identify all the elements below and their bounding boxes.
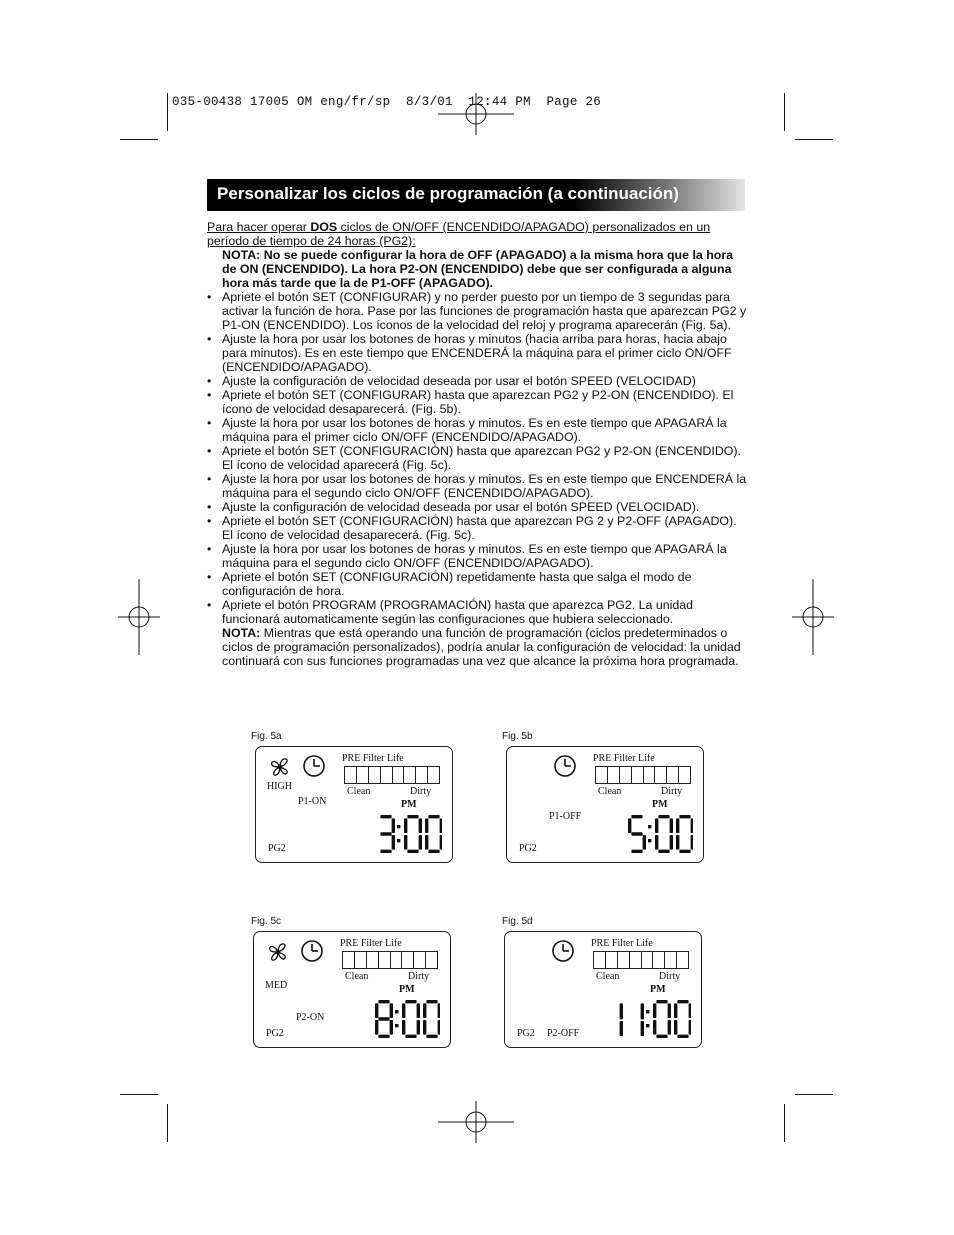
- step-item: • Ajuste la hora por usar los botones de horas y minutos. Es en este tiempo que APAGARÁ la máquina para el primer ciclo ON/OFF (ENCENDIDO/APAGADO).: [207, 416, 747, 444]
- step-item: • Apriete el botón SET (CONFIGURACIÓN) hasta que aparezcan PG 2 y P2-OFF (APAGADO). El ícono de velocidad desaparecerá. (Fig. 5c).: [207, 514, 747, 542]
- step-item: • Apriete el botón SET (CONFIGURAR) hasta que aparezcan PG2 y P2-ON (ENCENDIDO). El ícono de velocidad desaparecerá. (Fig. 5b).: [207, 388, 747, 416]
- step-item: • Ajuste la hora por usar los botones de horas y minutos (hacia arriba para horas, hacia abajo para minutos). Es en este tiempo que ENCENDERÁ la máquina para el primer ciclo ON/OFF (ENCENDIDO/APAGADO).: [207, 332, 747, 374]
- intro-bold-word: DOS: [310, 220, 338, 234]
- pm-indicator: PM: [399, 984, 415, 995]
- instructions: [207, 220, 747, 668]
- fan-icon: [266, 941, 290, 963]
- dirty-label: Dirty: [659, 971, 681, 982]
- clock-icon: [553, 754, 577, 778]
- warning-note: NOTA: No se puede configurar la hora de OFF (APAGADO) a la misma hora que la hora de ON (ENCENDIDO). La hora P2-ON (ENCENDIDO) debe que ser configurada a alguna hora más tarde que la de P1-OFF (APAGADO).: [222, 248, 734, 290]
- intro-paragraph: [207, 220, 747, 248]
- step-item: • Apriete el botón SET (CONFIGURAR) y no perder puesto por un tiempo de 3 segundas para activar la función de hora. Pase por las funciones de programación hasta que aparezcan PG2 y P1-ON (ENCENDIDO). Los íconos de la velocidad del reloj y programa aparecerán (Fig. 5a).: [207, 290, 747, 332]
- print-slug-line: 035-00438 17005 OM eng/fr/sp 8/3/01 12:44 PM Page 26: [172, 95, 602, 109]
- filter-life-bar: [342, 951, 438, 969]
- clean-label: Clean: [598, 786, 622, 797]
- program-label: PG2: [268, 843, 286, 854]
- dirty-label: Dirty: [661, 786, 683, 797]
- mode-label: P2-ON: [296, 1012, 325, 1023]
- filter-life-title: PRE Filter Life: [593, 753, 655, 764]
- mode-label: P1-OFF: [549, 811, 582, 822]
- filter-life-bar: [344, 766, 440, 784]
- clean-label: Clean: [596, 971, 620, 982]
- time-digits: [605, 998, 691, 1040]
- section-title-bar: [207, 179, 745, 211]
- lcd-display-5c: [253, 931, 451, 1048]
- filter-life-title: PRE Filter Life: [342, 753, 404, 764]
- pm-indicator: PM: [650, 984, 666, 995]
- dirty-label: Dirty: [408, 971, 430, 982]
- step-item: • Ajuste la configuración de velocidad deseada por usar el botón SPEED (VELOCIDAD): [207, 374, 747, 388]
- intro-text-end: ciclos de ON/OFF (ENCENDIDO/APAGADO) personalizados en un período de tiempo de 24 horas (PG2):: [207, 220, 711, 248]
- fan-icon: [268, 756, 292, 778]
- final-note-label: NOTA:: [222, 626, 261, 640]
- final-note-text: Mientras que está operando una función de programación (ciclos predeterminados o ciclos de programación personalizados), podría anular la configuración de velocidad: la unidad continuará con sus funciones programadas una vez que alcance la próxima hora programada.: [222, 626, 741, 668]
- time-digits: [354, 998, 440, 1040]
- clock-icon: [302, 754, 326, 778]
- pm-indicator: PM: [401, 799, 417, 810]
- pm-indicator: PM: [652, 799, 668, 810]
- step-item: • Apriete el botón SET (CONFIGURACIÓN) hasta que aparezcan PG2 y P2-ON (ENCENDIDO). El ícono de velocidad aparecerá (Fig. 5c).: [207, 444, 747, 472]
- figure-label: Fig. 5c: [251, 916, 282, 927]
- time-digits: [607, 813, 693, 855]
- speed-label: HIGH: [267, 781, 292, 792]
- speed-label: MED: [265, 980, 288, 991]
- section-title: Personalizar los ciclos de programación (a continuación): [217, 184, 679, 203]
- clock-icon: [300, 939, 324, 963]
- clean-label: Clean: [347, 786, 371, 797]
- step-item: • Ajuste la configuración de velocidad deseada por usar el botón SPEED (VELOCIDAD).: [207, 500, 747, 514]
- clean-label: Clean: [345, 971, 369, 982]
- lcd-display-5a: [255, 746, 453, 863]
- mode-label: P1-ON: [298, 796, 327, 807]
- intro-text-start: Para hacer operar: [207, 220, 311, 234]
- lcd-display-5d: [504, 931, 702, 1048]
- time-digits: [356, 813, 442, 855]
- filter-life-title: PRE Filter Life: [591, 938, 653, 949]
- step-item: • Ajuste la hora por usar los botones de horas y minutos. Es en este tiempo que APAGARÁ la máquina para el segundo ciclo ON/OFF (ENCENDIDO/APAGADO).: [207, 542, 747, 570]
- mode-label: P2-OFF: [547, 1028, 580, 1039]
- lcd-display-5b: [506, 746, 704, 863]
- program-label: PG2: [266, 1028, 284, 1039]
- filter-life-bar: [593, 951, 689, 969]
- figure-label: Fig. 5a: [251, 731, 282, 742]
- filter-life-title: PRE Filter Life: [340, 938, 402, 949]
- step-item: • Apriete el botón SET (CONFIGURACIÓN) repetidamente hasta que salga el modo de configuración de hora.: [207, 570, 747, 598]
- dirty-label: Dirty: [410, 786, 432, 797]
- step-item: • Apriete el botón PROGRAM (PROGRAMACIÓN) hasta que aparezca PG2. La unidad funcionará automaticamente según las configuraciones que hubiera seleccionado.: [207, 598, 747, 626]
- filter-life-bar: [595, 766, 691, 784]
- clock-icon: [551, 939, 575, 963]
- steps-list: [207, 290, 747, 626]
- program-label: PG2: [517, 1028, 535, 1039]
- final-note: [222, 626, 747, 668]
- step-item: • Ajuste la hora por usar los botones de horas y minutos. Es en este tiempo que ENCENDERÁ la máquina para el segundo ciclo ON/OFF (ENCENDIDO/APAGADO).: [207, 472, 747, 500]
- figure-label: Fig. 5d: [502, 916, 533, 927]
- figure-label: Fig. 5b: [502, 731, 533, 742]
- program-label: PG2: [519, 843, 537, 854]
